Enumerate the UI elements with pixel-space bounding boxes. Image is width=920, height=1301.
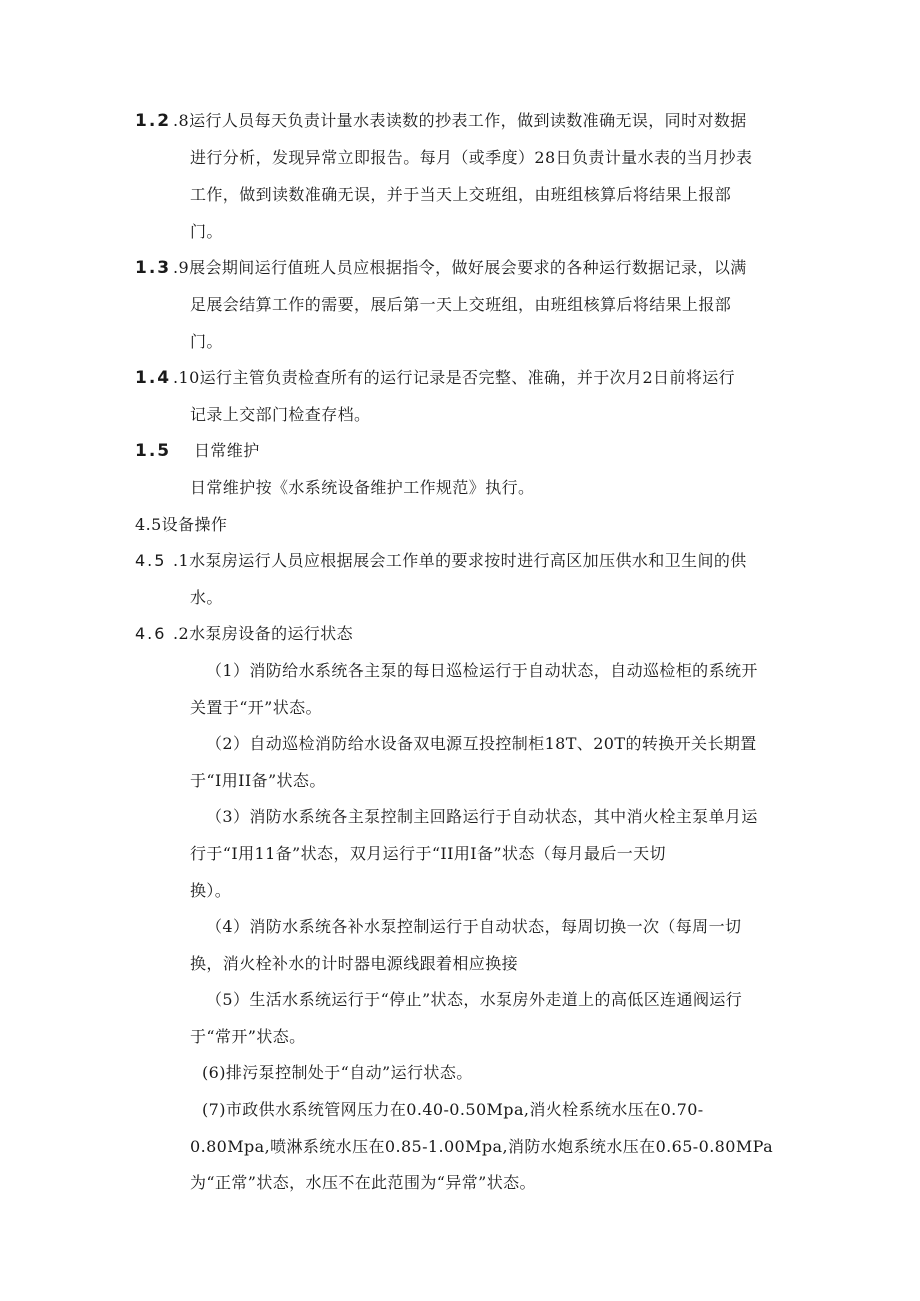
item-1-2-line-1: .8运行人员每天负责计量水表读数的抄表工作，做到读数准确无误，同时对数据 bbox=[173, 111, 747, 130]
item-1-3-line-2: 足展会结算工作的需要，展后第一天上交班组，由班组核算后将结果上报部 bbox=[190, 295, 732, 314]
section-heading-4-5: 4.5设备操作 bbox=[135, 515, 228, 534]
item-1-4-line-2: 记录上交部门检查存档。 bbox=[190, 405, 371, 424]
item-1-3-line-1: .9展会期间运行值班人员应根据指令，做好展会要求的各种运行数据记录，以满 bbox=[173, 258, 747, 277]
item-number-1-3: 1.3 bbox=[135, 258, 172, 278]
item-1-3-line-3: 门。 bbox=[190, 332, 223, 351]
item-1-2-line-2: 进行分析，发现异常立即报告。每月（或季度）28日负责计量水表的当月抄表 bbox=[190, 148, 753, 167]
status-item-7-line-3: 为“正常”状态，水压不在此范围为“异常”状态。 bbox=[190, 1173, 536, 1192]
item-1-5-line-2: 日常维护按《水系统设备维护工作规范》执行。 bbox=[190, 478, 535, 497]
status-item-7-line-2: 0.80Mpa,喷淋系统水压在0.85-1.00Mpa,消防水炮系统水压在0.65-0.80MPa bbox=[190, 1137, 774, 1156]
item-1-2-line-4: 门。 bbox=[190, 222, 223, 241]
status-item-5-line-1: （5）生活水系统运行于“停止”状态，水泵房外走道上的高低区连通阀运行 bbox=[206, 990, 743, 1009]
sub-number-4-6: 4.6 bbox=[135, 624, 167, 643]
item-number-1-5: 1.5 bbox=[135, 441, 172, 461]
status-item-5-line-2: 于“常开”状态。 bbox=[190, 1027, 306, 1046]
item-number-1-4: 1.4 bbox=[135, 368, 172, 388]
sub-4-5-line-1: .1水泵房运行人员应根据展会工作单的要求按时进行高区加压供水和卫生间的供 bbox=[173, 551, 747, 570]
item-1-2-line-3: 工作，做到读数准确无误，并于当天上交班组，由班组核算后将结果上报部 bbox=[190, 185, 732, 204]
sub-number-4-5: 4.5 bbox=[135, 551, 167, 570]
status-item-1-line-2: 关置于“开”状态。 bbox=[190, 698, 322, 717]
status-item-3-line-2: 行于“I用11备”状态，双月运行于“II用I备”状态（每月最后一天切 bbox=[190, 844, 666, 863]
status-item-3-line-1: （3）消防水系统各主泵控制主回路运行于自动状态，其中消火栓主泵单月运 bbox=[206, 807, 758, 826]
status-item-1-line-1: （1）消防给水系统各主泵的每日巡检运行于自动状态，自动巡检柜的系统开 bbox=[206, 661, 758, 680]
status-item-3-line-3: 换）。 bbox=[190, 881, 232, 900]
item-number-1-2: 1.2 bbox=[135, 111, 172, 131]
status-item-4-line-2: 换，消火栓补水的计时器电源线跟着相应换接 bbox=[190, 954, 519, 973]
status-item-6-line-1: (6)排污泵控制处于“自动”运行状态。 bbox=[202, 1063, 473, 1082]
status-item-2-line-1: （2）自动巡检消防给水设备双电源互投控制柜18T、20T的转换开关长期置 bbox=[206, 734, 757, 753]
sub-4-5-line-2: 水。 bbox=[190, 588, 223, 607]
item-1-5-title: 日常维护 bbox=[194, 441, 260, 460]
status-item-7-line-1: (7)市政供水系统管网压力在0.40-0.50Mpa,消火栓系统水压在0.70- bbox=[202, 1100, 704, 1119]
sub-4-6-title: .2水泵房设备的运行状态 bbox=[173, 624, 354, 643]
item-1-4-line-1: .10运行主管负责检查所有的运行记录是否完整、准确，并于次月2日前将运行 bbox=[173, 368, 736, 387]
status-item-4-line-1: （4）消防水系统各补水泵控制运行于自动状态，每周切换一次（每周一切 bbox=[206, 917, 742, 936]
status-item-2-line-2: 于“I用II备”状态。 bbox=[190, 771, 326, 790]
